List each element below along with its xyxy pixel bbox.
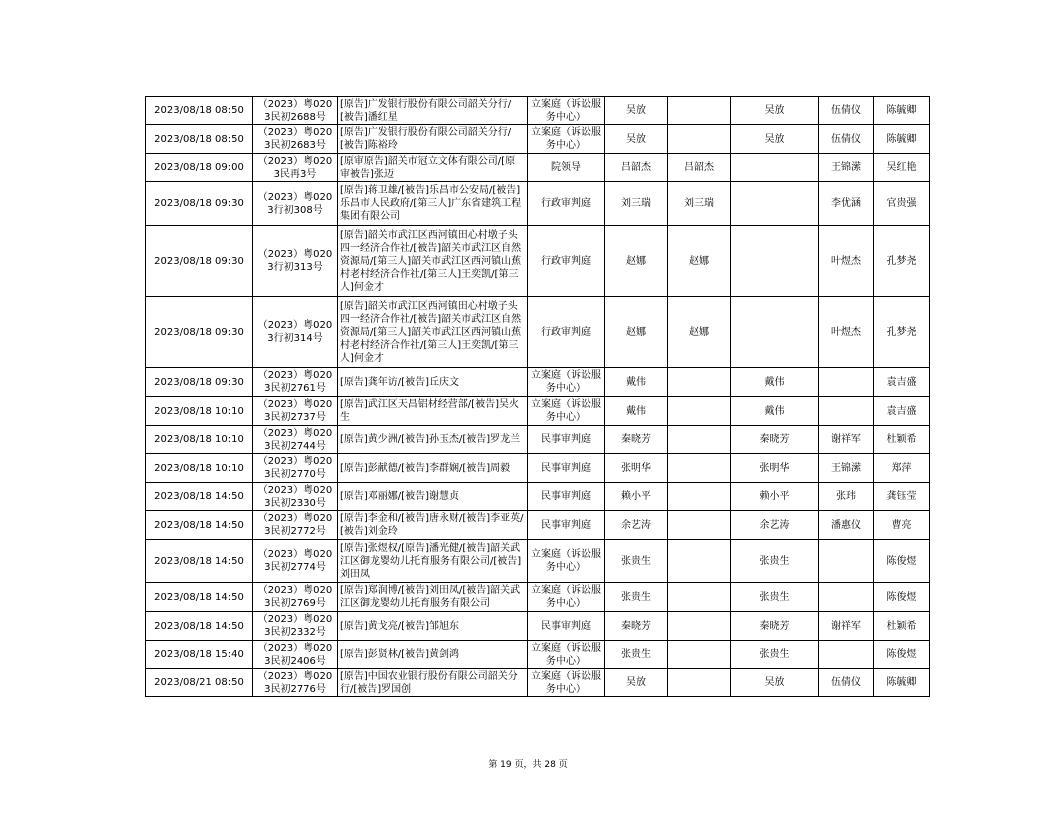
- judge-assistant-cell: [819, 368, 874, 397]
- judge-cell: [668, 97, 731, 125]
- undertaking-judge-cell: 张明华: [731, 454, 819, 483]
- undertaking-judge-cell: [731, 297, 819, 368]
- presiding-judge-cell: 余艺涛: [605, 511, 668, 540]
- presiding-judge-cell: 刘三瑞: [605, 182, 668, 226]
- presiding-judge-cell: 张明华: [605, 454, 668, 483]
- clerk-cell: 孔梦尧: [874, 297, 930, 368]
- hearing-time-cell: 2023/08/18 08:50: [146, 125, 253, 154]
- judge-assistant-cell: 伍倩仪: [819, 669, 874, 697]
- table-row: [146, 483, 930, 511]
- judge-assistant-cell: [819, 397, 874, 426]
- presiding-judge-cell: 赵娜: [605, 226, 668, 297]
- presiding-judge-cell: 赵娜: [605, 297, 668, 368]
- department-cell: 行政审判庭: [528, 226, 605, 297]
- table-row: [146, 297, 930, 368]
- page-footer: [0, 757, 1056, 770]
- hearing-time-cell: 2023/08/18 09:30: [146, 368, 253, 397]
- case-number-cell: （2023）粤0203行初314号: [253, 297, 338, 368]
- case-number-cell: （2023）粤0203民初2683号: [253, 125, 338, 154]
- case-number-cell: （2023）粤0203民初2332号: [253, 612, 338, 641]
- department-cell: 立案庭（诉讼服务中心）: [528, 397, 605, 426]
- parties-cell: [原告]韶关市武江区西河镇田心村墩子头四一经济合作社/[被告]韶关市武江区自然资源局/[第三人]韶关市武江区西河镇山蕉村老村经济合作社/[第三人]王奕凯/[第三人]何金才: [338, 226, 528, 297]
- table-row: [146, 226, 930, 297]
- undertaking-judge-cell: 吴放: [731, 669, 819, 697]
- table-row: [146, 97, 930, 125]
- table-row: [146, 154, 930, 182]
- presiding-judge-cell: 戴伟: [605, 368, 668, 397]
- parties-cell: [原告]邓丽娜/[被告]谢慧贞: [338, 483, 528, 511]
- judge-cell: [668, 669, 731, 697]
- department-cell: 民事审判庭: [528, 612, 605, 641]
- case-number-cell: （2023）粤0203行初313号: [253, 226, 338, 297]
- clerk-cell: 陈俊煜: [874, 540, 930, 583]
- undertaking-judge-cell: [731, 154, 819, 182]
- hearing-time-cell: 2023/08/18 09:00: [146, 154, 253, 182]
- undertaking-judge-cell: 张贵生: [731, 583, 819, 612]
- parties-cell: [原告]李金和/[被告]唐永财/[被告]李亚英/[被告]刘金玲: [338, 511, 528, 540]
- department-cell: 院领导: [528, 154, 605, 182]
- case-number-cell: （2023）粤0203民初2770号: [253, 454, 338, 483]
- hearing-time-cell: 2023/08/18 09:30: [146, 182, 253, 226]
- department-cell: 立案庭（诉讼服务中心）: [528, 669, 605, 697]
- judge-cell: [668, 511, 731, 540]
- clerk-cell: 吴红艳: [874, 154, 930, 182]
- department-cell: 民事审判庭: [528, 511, 605, 540]
- hearing-time-cell: 2023/08/18 10:10: [146, 454, 253, 483]
- presiding-judge-cell: 吕韶杰: [605, 154, 668, 182]
- undertaking-judge-cell: 吴放: [731, 125, 819, 154]
- hearing-time-cell: 2023/08/18 09:30: [146, 297, 253, 368]
- table-row: [146, 583, 930, 612]
- parties-cell: [原告]彭贤林/[被告]黄剑鸿: [338, 641, 528, 669]
- judge-cell: [668, 368, 731, 397]
- judge-cell: 赵娜: [668, 226, 731, 297]
- judge-cell: [668, 483, 731, 511]
- presiding-judge-cell: 赖小平: [605, 483, 668, 511]
- undertaking-judge-cell: 戴伟: [731, 368, 819, 397]
- department-cell: 立案庭（诉讼服务中心）: [528, 641, 605, 669]
- judge-cell: [668, 583, 731, 612]
- judge-cell: [668, 125, 731, 154]
- judge-assistant-cell: 张玮: [819, 483, 874, 511]
- table-row: [146, 397, 930, 426]
- undertaking-judge-cell: 赖小平: [731, 483, 819, 511]
- judge-assistant-cell: 王锦潆: [819, 154, 874, 182]
- hearing-time-cell: 2023/08/18 10:10: [146, 426, 253, 454]
- hearing-time-cell: 2023/08/18 14:50: [146, 483, 253, 511]
- judge-assistant-cell: 李优涵: [819, 182, 874, 226]
- clerk-cell: 陈毓卿: [874, 125, 930, 154]
- page-number-label: 第 19 页，共 28 页: [488, 760, 568, 770]
- clerk-cell: 杜颖希: [874, 612, 930, 641]
- department-cell: 立案庭（诉讼服务中心）: [528, 583, 605, 612]
- undertaking-judge-cell: 张贵生: [731, 540, 819, 583]
- hearing-time-cell: 2023/08/18 14:50: [146, 612, 253, 641]
- clerk-cell: 袁吉盛: [874, 397, 930, 426]
- hearing-time-cell: 2023/08/18 08:50: [146, 97, 253, 125]
- judge-assistant-cell: 潘惠仪: [819, 511, 874, 540]
- judge-assistant-cell: [819, 540, 874, 583]
- presiding-judge-cell: 吴放: [605, 669, 668, 697]
- table-row: [146, 540, 930, 583]
- presiding-judge-cell: 吴放: [605, 97, 668, 125]
- presiding-judge-cell: 秦晓芳: [605, 426, 668, 454]
- hearing-time-cell: 2023/08/18 14:50: [146, 511, 253, 540]
- presiding-judge-cell: 张贵生: [605, 641, 668, 669]
- case-number-cell: （2023）粤0203民初2769号: [253, 583, 338, 612]
- judge-assistant-cell: 伍倩仪: [819, 97, 874, 125]
- parties-cell: [原审原告]韶关市冠立文体有限公司/[原审被告]张迈: [338, 154, 528, 182]
- table-row: [146, 182, 930, 226]
- undertaking-judge-cell: 张贵生: [731, 641, 819, 669]
- clerk-cell: 杜颖希: [874, 426, 930, 454]
- department-cell: 行政审判庭: [528, 182, 605, 226]
- parties-cell: [原告]中国农业银行股份有限公司韶关分行/[被告]罗国创: [338, 669, 528, 697]
- undertaking-judge-cell: 吴放: [731, 97, 819, 125]
- parties-cell: [原告]韶关市武江区西河镇田心村墩子头四一经济合作社/[被告]韶关市武江区自然资源局/[第三人]韶关市武江区西河镇山蕉村老村经济合作社/[第三人]王奕凯/[第三人]何金才: [338, 297, 528, 368]
- judge-cell: [668, 641, 731, 669]
- judge-assistant-cell: 谢祥军: [819, 612, 874, 641]
- table-row: [146, 426, 930, 454]
- department-cell: 民事审判庭: [528, 426, 605, 454]
- case-number-cell: （2023）粤0203民初2774号: [253, 540, 338, 583]
- parties-cell: [原告]郑润博/[被告]刘田凤/[被告]韶关武江区御龙婴幼儿托育服务有限公司: [338, 583, 528, 612]
- judge-assistant-cell: 叶煜杰: [819, 226, 874, 297]
- presiding-judge-cell: 秦晓芳: [605, 612, 668, 641]
- table-row: [146, 511, 930, 540]
- presiding-judge-cell: 戴伟: [605, 397, 668, 426]
- case-number-cell: （2023）粤0203民初2772号: [253, 511, 338, 540]
- clerk-cell: 陈俊煜: [874, 641, 930, 669]
- department-cell: 民事审判庭: [528, 483, 605, 511]
- case-number-cell: （2023）粤0203民初2406号: [253, 641, 338, 669]
- clerk-cell: 陈毓卿: [874, 669, 930, 697]
- hearing-time-cell: 2023/08/18 14:50: [146, 540, 253, 583]
- department-cell: 立案庭（诉讼服务中心）: [528, 368, 605, 397]
- judge-cell: [668, 397, 731, 426]
- department-cell: 民事审判庭: [528, 454, 605, 483]
- judge-cell: [668, 612, 731, 641]
- clerk-cell: 龚钰莹: [874, 483, 930, 511]
- parties-cell: [原告]武江区天昌铝材经营部/[被告]吴火生: [338, 397, 528, 426]
- parties-cell: [原告]彭献德/[被告]李群娴/[被告]周毅: [338, 454, 528, 483]
- hearing-time-cell: 2023/08/18 15:40: [146, 641, 253, 669]
- undertaking-judge-cell: 秦晓芳: [731, 426, 819, 454]
- table-row: [146, 125, 930, 154]
- clerk-cell: 郑萍: [874, 454, 930, 483]
- clerk-cell: 官贵强: [874, 182, 930, 226]
- judge-assistant-cell: 谢祥军: [819, 426, 874, 454]
- undertaking-judge-cell: 秦晓芳: [731, 612, 819, 641]
- parties-cell: [原告]广发银行股份有限公司韶关分行/[被告]潘红星: [338, 97, 528, 125]
- case-number-cell: （2023）粤0203民初2776号: [253, 669, 338, 697]
- judge-cell: [668, 540, 731, 583]
- case-number-cell: （2023）粤0203民初2761号: [253, 368, 338, 397]
- judge-assistant-cell: [819, 583, 874, 612]
- parties-cell: [原告]龚年访/[被告]丘庆文: [338, 368, 528, 397]
- department-cell: 立案庭（诉讼服务中心）: [528, 97, 605, 125]
- judge-assistant-cell: 叶煜杰: [819, 297, 874, 368]
- presiding-judge-cell: 张贵生: [605, 540, 668, 583]
- clerk-cell: 孔梦尧: [874, 226, 930, 297]
- case-number-cell: （2023）粤0203民初2330号: [253, 483, 338, 511]
- hearing-time-cell: 2023/08/21 08:50: [146, 669, 253, 697]
- case-number-cell: （2023）粤0203民初2688号: [253, 97, 338, 125]
- case-number-cell: （2023）粤0203行初308号: [253, 182, 338, 226]
- parties-cell: [原告]黄少洲/[被告]孙玉杰/[被告]罗龙兰: [338, 426, 528, 454]
- judge-assistant-cell: 伍倩仪: [819, 125, 874, 154]
- judge-cell: [668, 454, 731, 483]
- table-row: [146, 368, 930, 397]
- table-row: [146, 612, 930, 641]
- presiding-judge-cell: 张贵生: [605, 583, 668, 612]
- clerk-cell: 袁吉盛: [874, 368, 930, 397]
- clerk-cell: 陈俊煜: [874, 583, 930, 612]
- case-number-cell: （2023）粤0203民初2737号: [253, 397, 338, 426]
- presiding-judge-cell: 吴放: [605, 125, 668, 154]
- table-row: [146, 454, 930, 483]
- parties-cell: [原告]广发银行股份有限公司韶关分行/[被告]陈裕玲: [338, 125, 528, 154]
- hearing-schedule-table: [145, 96, 930, 697]
- undertaking-judge-cell: 余艺涛: [731, 511, 819, 540]
- department-cell: 行政审判庭: [528, 297, 605, 368]
- hearing-time-cell: 2023/08/18 10:10: [146, 397, 253, 426]
- case-number-cell: （2023）粤0203民再3号: [253, 154, 338, 182]
- department-cell: 立案庭（诉讼服务中心）: [528, 540, 605, 583]
- clerk-cell: 陈毓卿: [874, 97, 930, 125]
- judge-cell: 刘三瑞: [668, 182, 731, 226]
- clerk-cell: 曹亮: [874, 511, 930, 540]
- hearing-time-cell: 2023/08/18 09:30: [146, 226, 253, 297]
- parties-cell: [原告]黄戈亮/[被告]邹旭东: [338, 612, 528, 641]
- judge-assistant-cell: 王锦潆: [819, 454, 874, 483]
- case-number-cell: （2023）粤0203民初2744号: [253, 426, 338, 454]
- parties-cell: [原告]张煜权/[原告]潘光健/[被告]韶关武江区御龙婴幼儿托育服务有限公司/[被告]刘田凤: [338, 540, 528, 583]
- judge-cell: 赵娜: [668, 297, 731, 368]
- undertaking-judge-cell: [731, 226, 819, 297]
- table-row: [146, 641, 930, 669]
- undertaking-judge-cell: [731, 182, 819, 226]
- judge-assistant-cell: [819, 641, 874, 669]
- undertaking-judge-cell: 戴伟: [731, 397, 819, 426]
- judge-cell: [668, 426, 731, 454]
- table-row: [146, 669, 930, 697]
- judge-cell: 吕韶杰: [668, 154, 731, 182]
- department-cell: 立案庭（诉讼服务中心）: [528, 125, 605, 154]
- hearing-time-cell: 2023/08/18 14:50: [146, 583, 253, 612]
- parties-cell: [原告]蒋卫雄/[被告]乐昌市公安局/[被告]乐昌市人民政府/[第三人]广东省建筑工程集团有限公司: [338, 182, 528, 226]
